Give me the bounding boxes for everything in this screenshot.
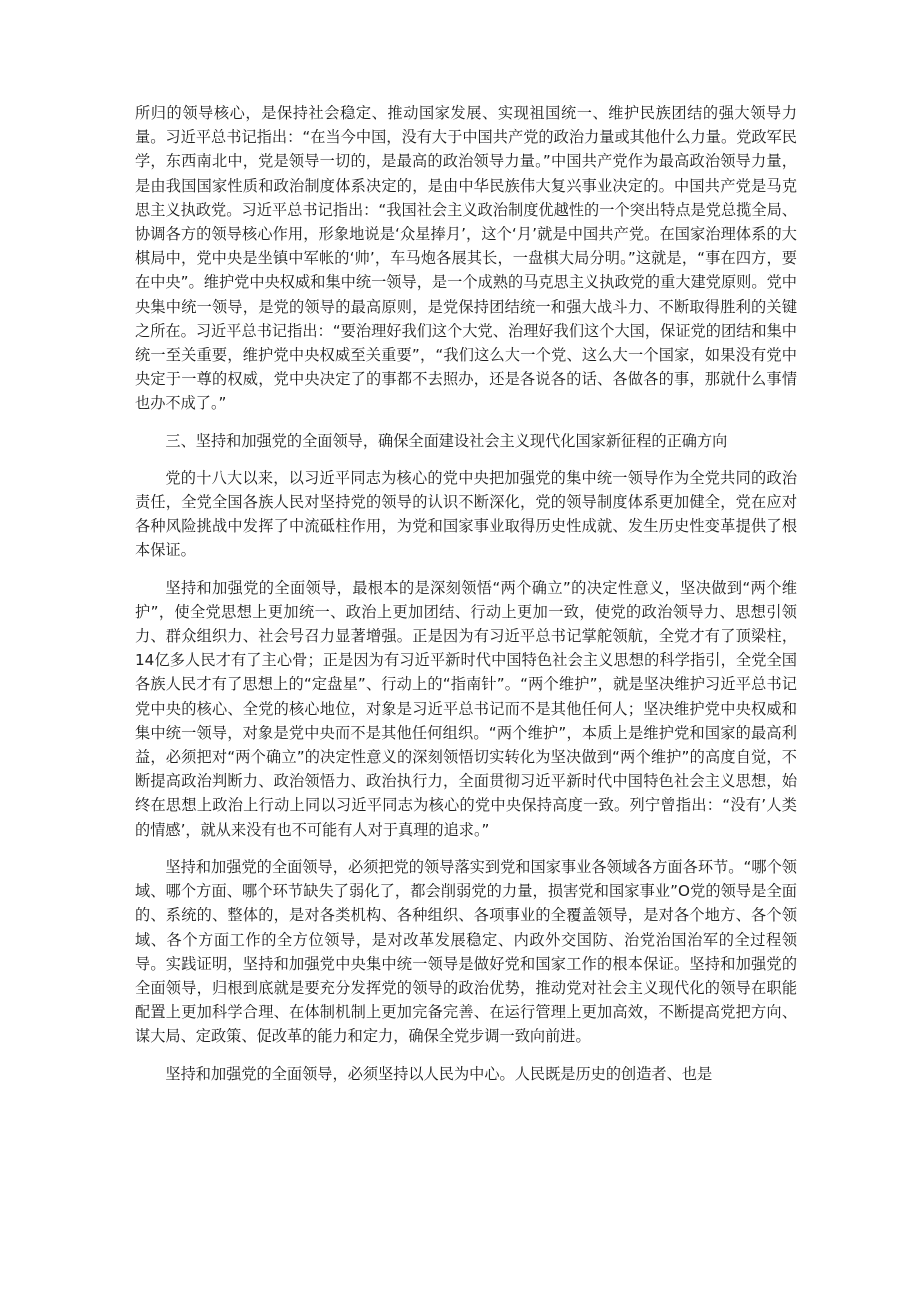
document-page: [135, 101, 797, 1099]
paragraph-continuation: 所归的领导核心，是保持社会稳定、推动国家发展、实现祖国统一、维护民族团结的强大领导力量。习近平总书记指出：“在当今中国，没有大于中国共产党的政治力量或其他什么力量。党政军民学，东西南北中，党是领导一切的，是最高的政治领导力量。”中国共产党作为最高政治领导力量，是由我国国家性质和政治制度体系决定的，是由中华民族伟大复兴事业决定的。中国共产党是马克思主义执政党。习近平总书记指出：“我国社会主义政治制度优越性的一个突出特点是党总揽全局、协调各方的领导核心作用，形象地说是‘众星捧月’，这个‘月’就是中国共产党。在国家治理体系的大棋局中，党中央是坐镇中军帐的‘帅’，车马炮各展其长，一盘棋大局分明。”这就是，“事在四方，要在中央”。维护党中央权威和集中统一领导，是一个成熟的马克思主义执政党的重大建党原则。党中央集中统一领导，是党的领导的最高原则，是党保持团结统一和强大战斗力、不断取得胜利的关键之所在。习近平总书记指出：“要治理好我们这个大党、治理好我们这个大国，保证党的团结和集中统一至关重要，维护党中央权威至关重要”，“我们这么大一个党、这么大一个国家，如果没有党中央定于一尊的权威，党中央决定了的事都不去照办，还是各说各的话、各做各的事，那就什么事情也办不成了。”: [135, 104, 797, 413]
section-heading: 三、坚持和加强党的全面领导，确保全面建设社会主义现代化国家新征程的正确方向: [165, 431, 728, 450]
paragraph: 坚持和加强党的全面领导，必须坚持以人民为中心。人民既是历史的创造者、也是: [165, 1064, 713, 1083]
paragraph: 坚持和加强党的全面领导，最根本的是深刻领悟“两个确立”的决定性意义，坚决做到“两个维护”，使全党思想上更加统一、政治上更加团结、行动上更加一致，使党的政治领导力、思想引领力、群众组织力、社会号召力显著增强。正是因为有习近平总书记掌舵领航，全党才有了顶梁柱，14亿多人民才有了主心骨；正是因为有习近平新时代中国特色社会主义思想的科学指引，全党全国各族人民才有了思想上的“定盘星”、行动上的“指南针”。“两个维护”，就是坚决维护习近平总书记党中央的核心、全党的核心地位，对象是习近平总书记而不是其他任何人；坚决维护党中央权威和集中统一领导，对象是党中央而不是其他任何组织。“两个维护”，本质上是维护党和国家的最高利益，必须把对“两个确立”的决定性意义的深刻领悟切实转化为坚决做到“两个维护”的高度自觉，不断提高政治判断力、政治领悟力、政治执行力，全面贯彻习近平新时代中国特色社会主义思想，始终在思想上政治上行动上同以习近平同志为核心的党中央保持高度一致。列宁曾指出：“没有’人类的情感’，就从来没有也不可能有人对于真理的追求。”: [135, 578, 797, 839]
paragraph: 坚持和加强党的全面领导，必须把党的领导落实到党和国家事业各领域各方面各环节。“哪个领域、哪个方面、哪个环节缺失了弱化了，都会削弱党的力量，损害党和国家事业”O党的领导是全面的、系统的、整体的，是对各类机构、各种组织、各项事业的全覆盖领导，是对各个地方、各个领域、各个方面工作的全方位领导，是对改革发展稳定、内政外交国防、治党治国治军的全过程领导。实践证明，坚持和加强党中央集中统一领导是做好党和国家工作的根本保证。坚持和加强党的全面领导，归根到底就是要充分发挥党的领导的政治优势，推动党对社会主义现代化的领导在职能配置上更加科学合理、在体制机制上更加完备完善、在运行管理上更加高效，不断提高党把方向、谋大局、定政策、促改革的能力和定力，确保全党步调一致向前进。: [135, 857, 797, 1046]
paragraph: 党的十八大以来，以习近平同志为核心的党中央把加强党的集中统一领导作为全党共同的政治责任，全党全国各族人民对坚持党的领导的认识不断深化，党的领导制度体系更加健全，党在应对各种风险挑战中发挥了中流砥柱作用，为党和国家事业取得历史性成就、发生历史性变革提供了根本保证。: [135, 468, 797, 560]
